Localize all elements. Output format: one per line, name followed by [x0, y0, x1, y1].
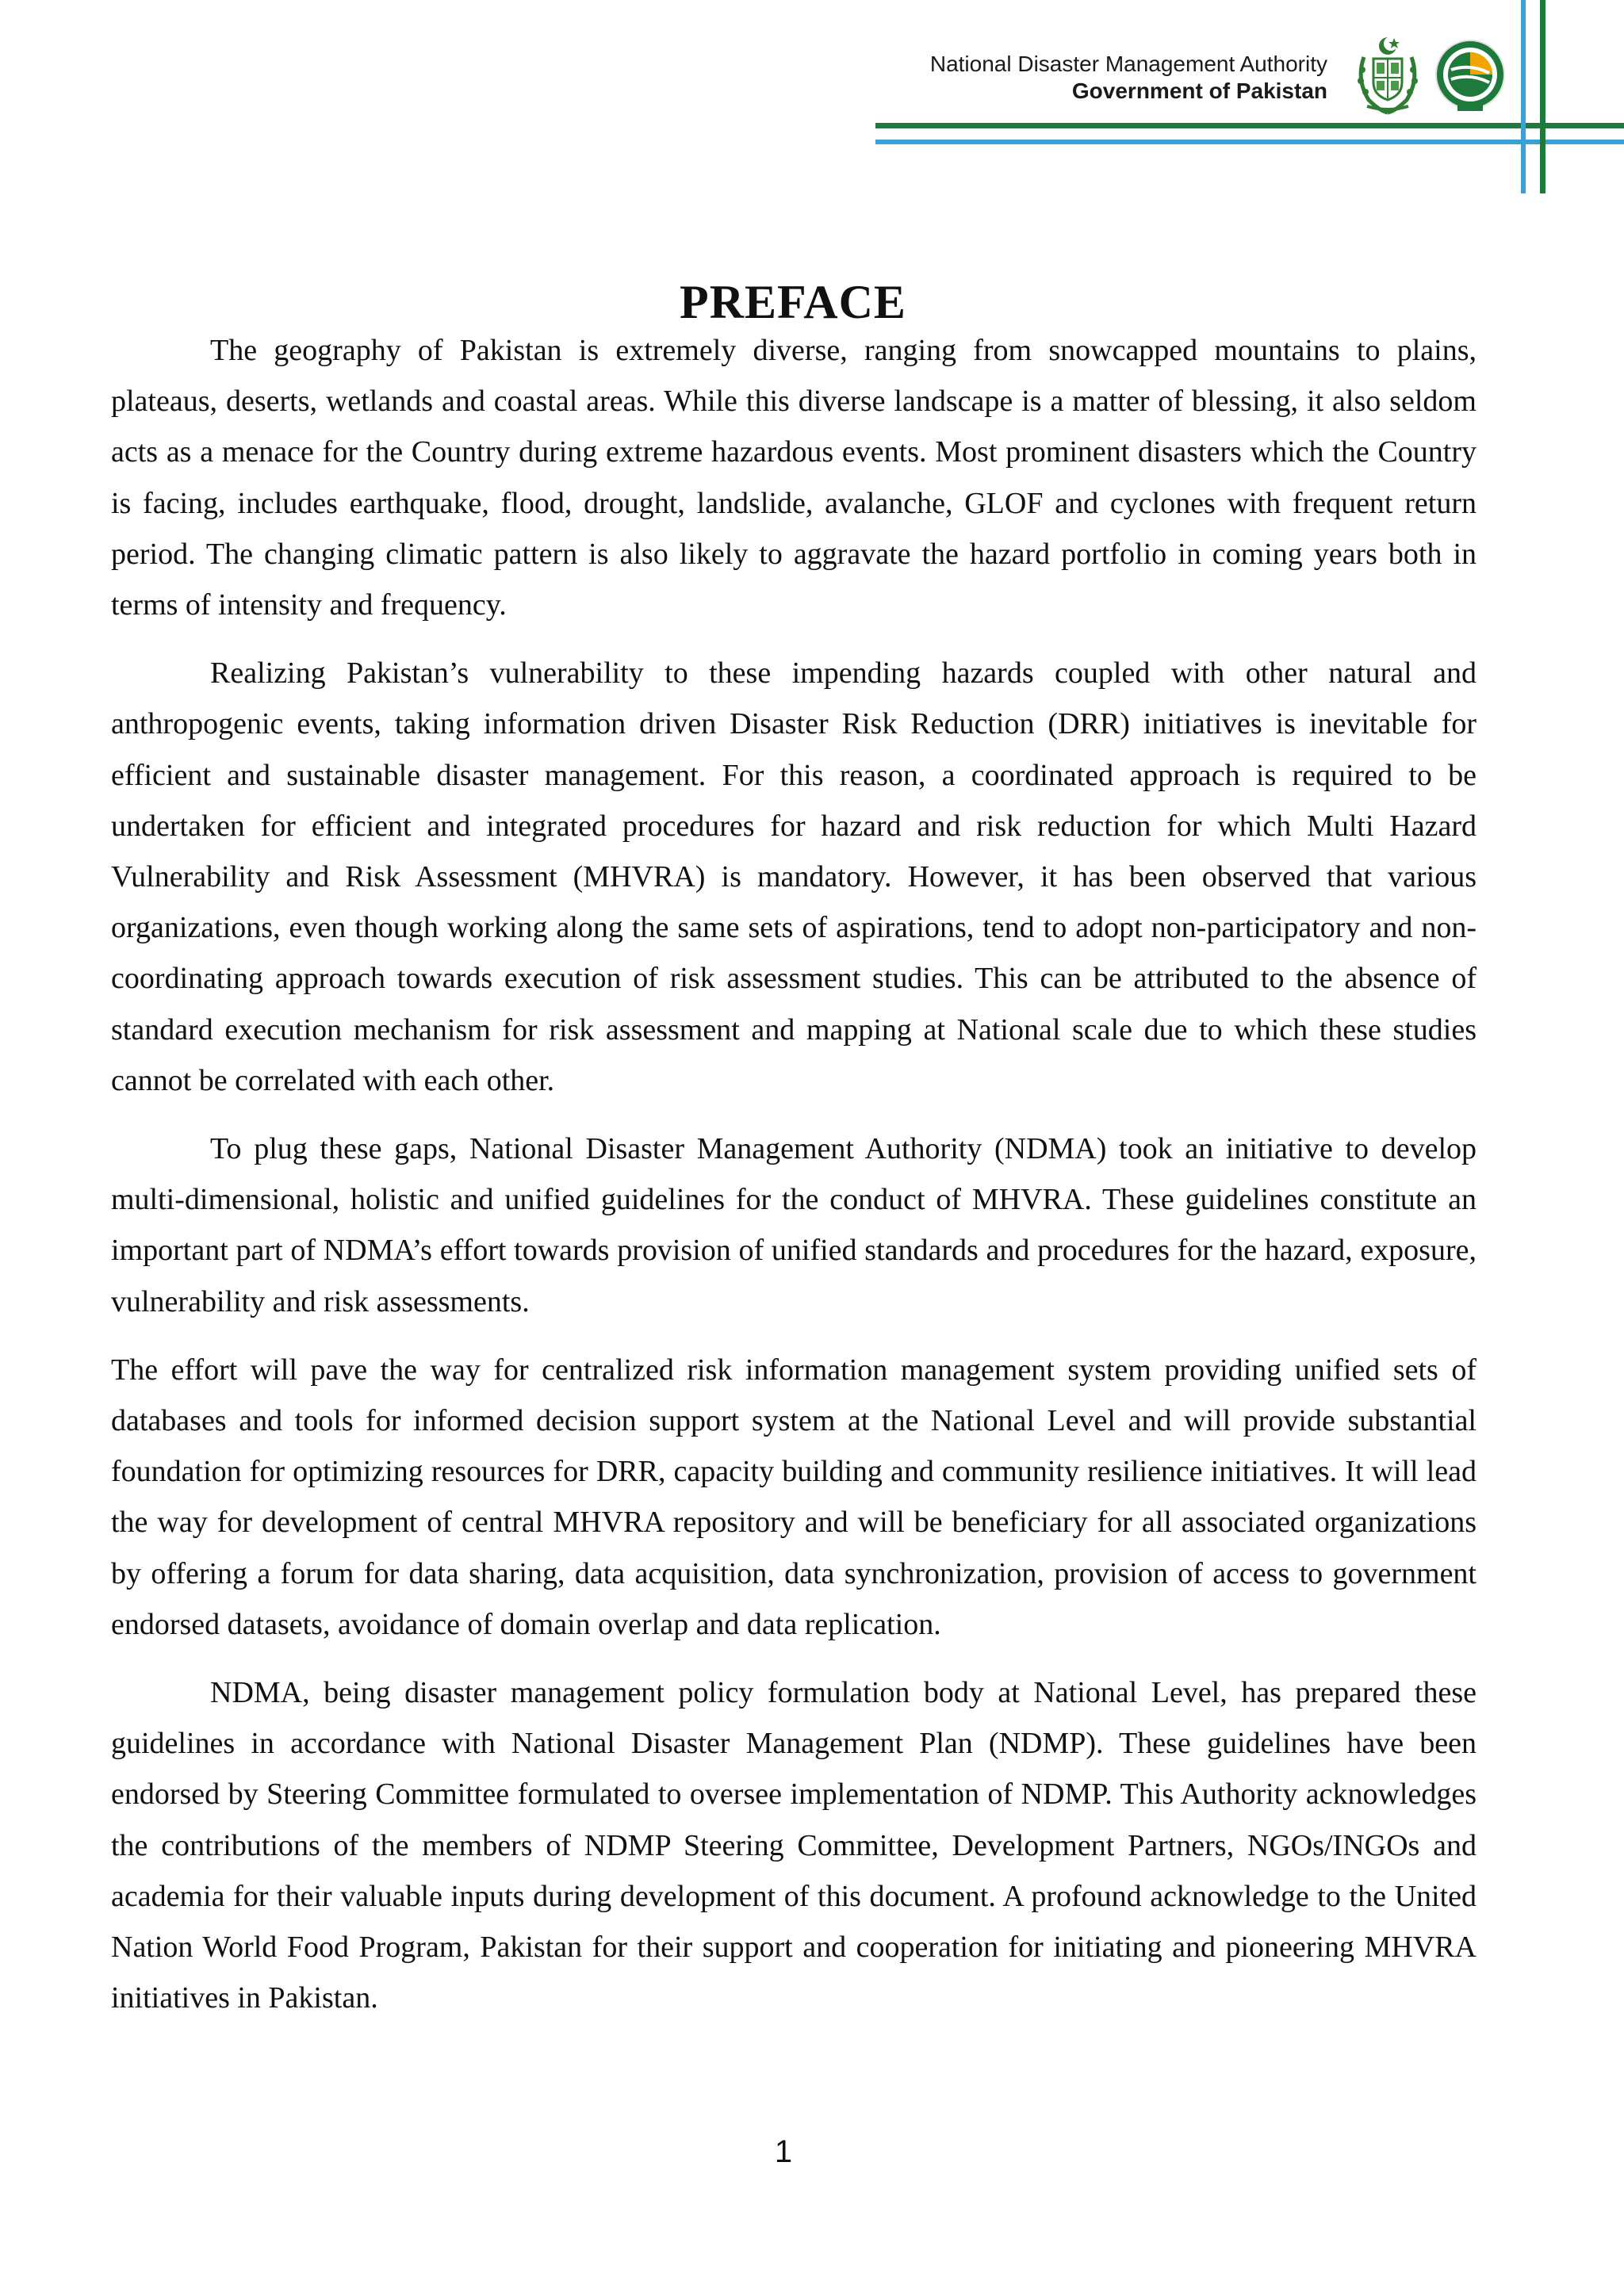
header-organization [930, 51, 1327, 105]
header-vertical-rule-blue [1521, 0, 1526, 193]
header-rule-blue [875, 140, 1624, 144]
government-name: Government of Pakistan [1071, 78, 1327, 103]
paragraph: To plug these gaps, National Disaster Management Authority (NDMA) took an initiative to develop multi-dimensional, holistic and unified guidelines for the conduct of MHVRA. These guidelines constitute an important part of NDMA’s effort towards provision of unified standards and procedures for the hazard, exposure, vulnerability and risk assessments. [111, 1132, 1477, 1318]
header-rule-green [875, 123, 1624, 128]
paragraph: The effort will pave the way for centralized risk information management system providing unified sets of databases and tools for informed decision support system at the National Level and will provide substantial foundation for optimizing resources for DRR, capacity building and community resilience initiatives. It will lead the way for development of central MHVRA repository and will be beneficiary for all associated organizations by offering a forum for data sharing, data acquisition, data synchronization, provision of access to government endorsed datasets, avoidance of domain overlap and data replication. [111, 1353, 1477, 1641]
document-body [111, 325, 1477, 2042]
page-title: PREFACE [680, 276, 906, 328]
pakistan-state-emblem-icon [1353, 33, 1423, 116]
page-number: 1 [774, 2134, 793, 2169]
paragraph: Realizing Pakistan’s vulnerability to these impending hazards coupled with other natural and anthropogenic events, taking information driven Disaster Risk Reduction (DRR) initiatives is inevitable for efficient and sustainable disaster management. For this reason, a coordinated approach is required to be undertaken for efficient and integrated procedures for hazard and risk reduction for which Multi Hazard Vulnerability and Risk Assessment (MHVRA) is mandatory. However, it has been observed that various organizations, even though working along the same sets of aspirations, tend to adopt non-participatory and non-coordinating approach towards execution of risk assessment studies. This can be attributed to the absence of standard execution mechanism for risk assessment and mapping at National scale due to which these studies cannot be correlated with each other. [111, 656, 1477, 1097]
ndma-logo-icon [1434, 33, 1507, 116]
paragraph: The geography of Pakistan is extremely diverse, ranging from snowcapped mountains to plains, plateaus, deserts, wetlands and coastal areas. While this diverse landscape is a matter of blessing, it also seldom acts as a menace for the Country during extreme hazardous events. Most prominent disasters which the Country is facing, includes earthquake, flood, drought, landslide, avalanche, GLOF and cyclones with frequent return period. The changing climatic pattern is also likely to aggravate the hazard portfolio in coming years both in terms of intensity and frequency. [111, 334, 1477, 622]
header-vertical-rule-green [1540, 0, 1545, 193]
paragraph: NDMA, being disaster management policy formulation body at National Level, has prepared these guidelines in accordance with National Disaster Management Plan (NDMP). These guidelines have been endorsed by Steering Committee formulated to oversee implementation of NDMP. This Authority acknowledges the contributions of the members of NDMP Steering Committee, Development Partners, NGOs/INGOs and academia for their valuable inputs during development of this document. A profound acknowledge to the United Nation World Food Program, Pakistan for their support and cooperation for initiating and pioneering MHVRA initiatives in Pakistan. [111, 1676, 1477, 2015]
organization-name: National Disaster Management Authority [929, 52, 1327, 76]
